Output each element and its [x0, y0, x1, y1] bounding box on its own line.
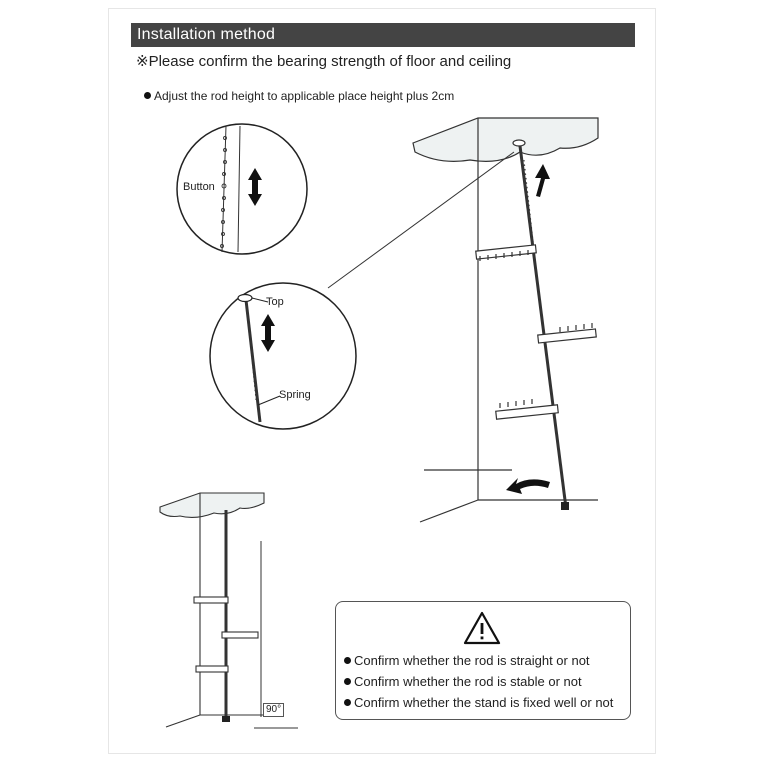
bullet-icon: [344, 678, 351, 685]
rod-foot: [561, 502, 569, 510]
main-rod: [520, 146, 566, 508]
warning-box: [335, 601, 631, 720]
warning-list: [344, 650, 613, 713]
bullet-icon: [344, 657, 351, 664]
top-label: Top: [266, 296, 284, 308]
rod-top-cap: [513, 140, 525, 146]
small-ceiling-slab: [160, 493, 264, 517]
hanger-arm: [476, 245, 537, 261]
page-title: Installation method: [131, 23, 635, 47]
main-scene: [328, 118, 598, 522]
warning-item: Confirm whether the rod is straight or not: [344, 650, 613, 671]
floor-line-left: [420, 500, 478, 522]
curved-arrow-icon: [506, 478, 550, 494]
warning-item: Confirm whether the stand is fixed well or not: [344, 692, 613, 713]
button-label: Button: [183, 181, 215, 193]
ceiling-slab: [413, 118, 598, 161]
small-scene: [160, 493, 298, 728]
right-angle-label: 90°: [263, 703, 284, 717]
spring-label: Spring: [279, 389, 311, 401]
bearing-notice: ※Please confirm the bearing strength of floor and ceiling: [136, 53, 512, 70]
up-arrow-icon: [535, 164, 550, 197]
warning-item: Confirm whether the rod is stable or not: [344, 671, 613, 692]
rod-height-text: Adjust the rod height to applicable place height plus 2cm: [154, 89, 455, 103]
hanger-arm: [496, 399, 558, 419]
warning-triangle-icon: [462, 610, 502, 646]
bullet-icon: [344, 699, 351, 706]
callout-line: [328, 152, 514, 288]
hanger-arm: [538, 323, 597, 343]
